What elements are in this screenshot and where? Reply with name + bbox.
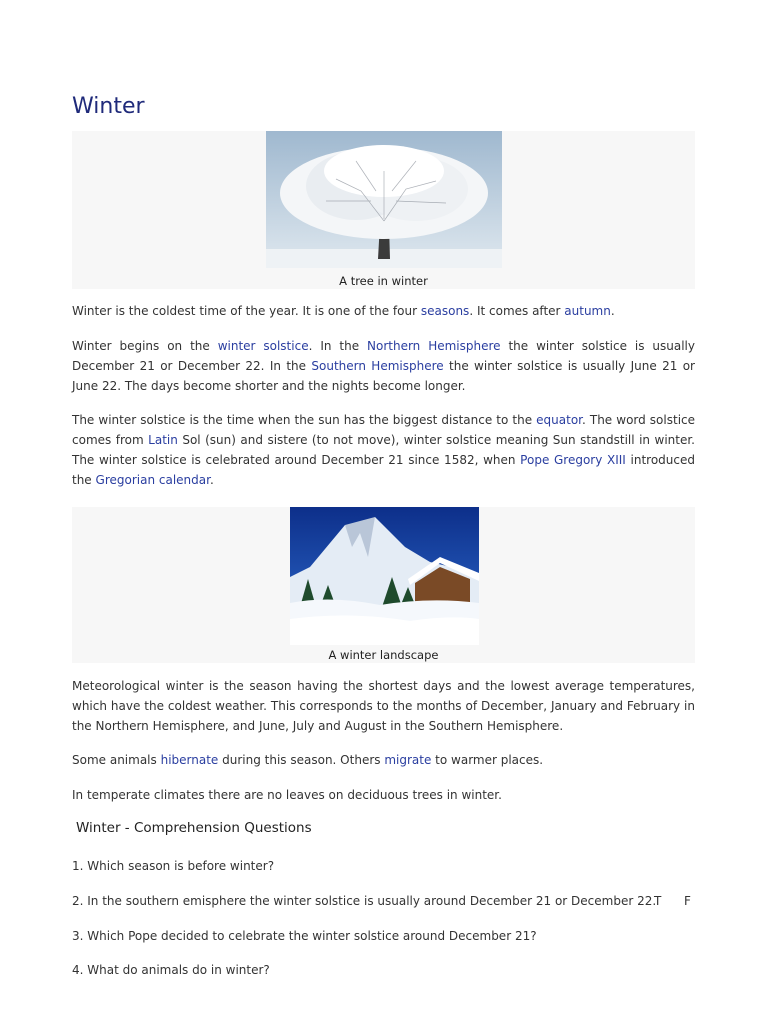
figure-caption: A tree in winter bbox=[339, 274, 428, 288]
link-seasons[interactable]: seasons bbox=[420, 304, 470, 318]
link-latin[interactable]: Latin bbox=[148, 433, 178, 447]
link-northern-hemisphere[interactable]: Northern Hemisphere bbox=[367, 339, 501, 353]
winter-landscape-image bbox=[290, 507, 479, 645]
link-autumn[interactable]: autumn bbox=[564, 304, 611, 318]
question-1: 1. Which season is before winter? bbox=[72, 859, 275, 873]
paragraph-6: In temperate climates there are no leaves on deciduous trees in winter. bbox=[72, 788, 502, 802]
link-gregorian-calendar[interactable]: Gregorian calendar bbox=[95, 473, 210, 487]
true-option[interactable]: T bbox=[654, 894, 662, 908]
link-southern-hemisphere[interactable]: Southern Hemisphere bbox=[311, 359, 444, 373]
paragraph-4: Meteorological winter is the season having the shortest days and the lowest average temperatures, which have the coldest weather. This corresponds to the months of December, January and February in the Northern Hemisphere, and June, July and August in the Southern Hemisphere. bbox=[72, 679, 695, 733]
figure-landscape bbox=[72, 507, 695, 663]
link-hibernate[interactable]: hibernate bbox=[160, 753, 219, 767]
paragraph-1: Winter is the coldest time of the year. It is one of the four seasons. It comes after autumn. bbox=[72, 304, 615, 318]
link-equator[interactable]: equator bbox=[536, 413, 582, 427]
paragraph-2: Winter begins on the winter solstice. In the Northern Hemisphere the winter solstice is usually December 21 or December 22. In the Southern Hemisphere the winter solstice is usually June 21 or June 22. The days become shorter and the nights become longer. bbox=[72, 339, 695, 393]
link-migrate[interactable]: migrate bbox=[384, 753, 432, 767]
figure-tree bbox=[72, 131, 695, 289]
figure-caption: A winter landscape bbox=[328, 648, 439, 662]
page-title: Winter bbox=[72, 94, 145, 119]
paragraph-5: Some animals hibernate during this season. Others migrate to warmer places. bbox=[72, 753, 544, 767]
link-winter-solstice[interactable]: winter solstice bbox=[217, 339, 309, 353]
winter-tree-image bbox=[266, 131, 502, 268]
false-option[interactable]: F bbox=[684, 894, 691, 908]
question-4: 4. What do animals do in winter? bbox=[72, 963, 270, 977]
link-pope-gregory[interactable]: Pope Gregory XIII bbox=[520, 453, 626, 467]
question-2: 2. In the southern emisphere the winter solstice is usually around December 21 or December 22. bbox=[72, 894, 657, 908]
question-3: 3. Which Pope decided to celebrate the winter solstice around December 21? bbox=[72, 929, 537, 943]
questions-heading: Winter - Comprehension Questions bbox=[76, 820, 312, 836]
paragraph-3: The winter solstice is the time when the sun has the biggest distance to the equator. The word solstice comes from Latin Sol (sun) and sistere (to not move), winter solstice meaning Sun standstill in winter. The winter solstice is celebrated around December 21 since 1582, when Pope Gregory XIII introduced the Gregorian calendar. bbox=[72, 413, 696, 487]
